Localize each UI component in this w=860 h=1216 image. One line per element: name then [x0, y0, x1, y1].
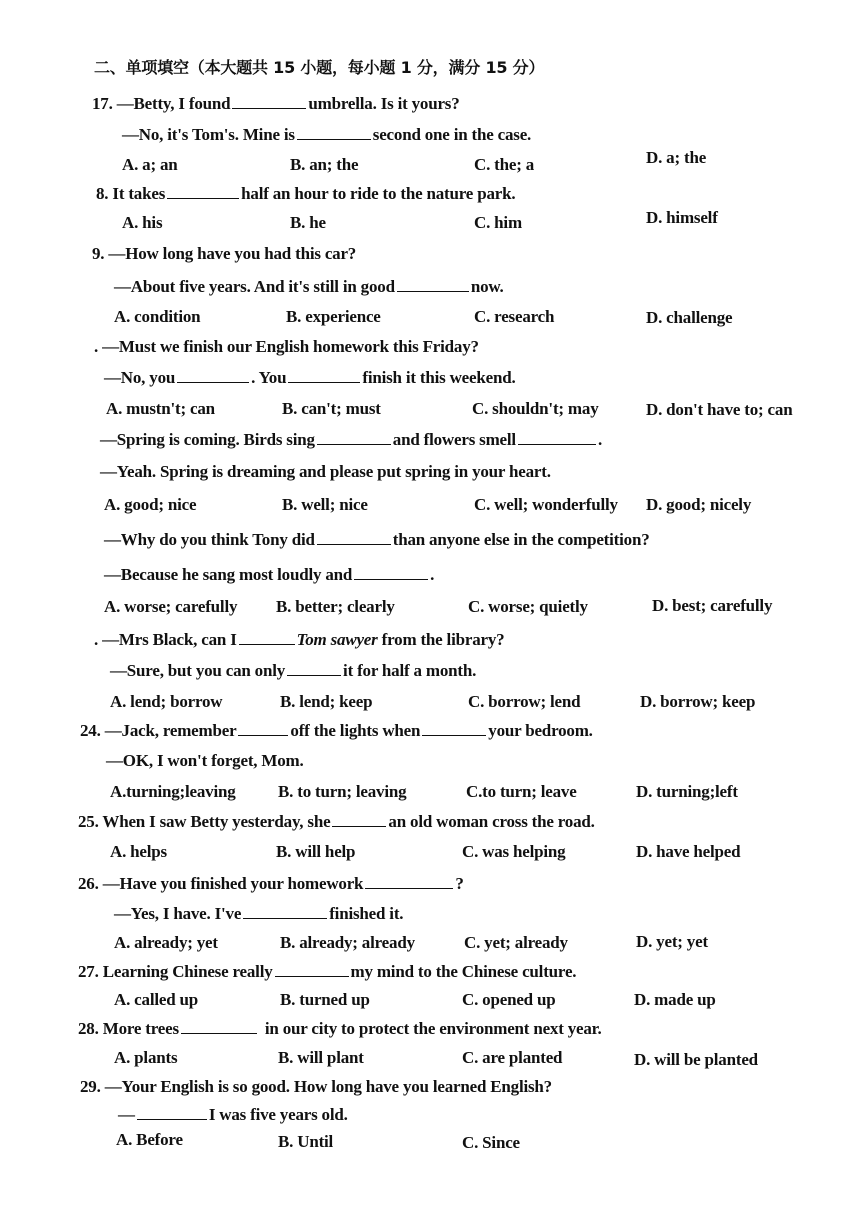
question-number: 25. — [78, 812, 99, 831]
option-c[interactable]: C. borrow; lend — [468, 692, 581, 711]
option-c[interactable]: C. him — [474, 213, 522, 232]
question-21-stem — [100, 430, 602, 450]
answer-blank[interactable] — [297, 125, 371, 140]
stem-text: —How long have you had this car? — [108, 244, 357, 263]
stem-text: —Sure, but you can only — [110, 661, 286, 680]
answer-blank[interactable] — [181, 1019, 257, 1034]
question-24-stem — [80, 721, 593, 741]
stem-text: second one in the case. — [372, 125, 532, 144]
option-a[interactable]: A. mustn't; can — [106, 399, 215, 418]
option-c[interactable]: C. Since — [462, 1133, 520, 1152]
section-title: 二、单项填空（本大题共 15 小题，每小题 1 分，满分 15 分） — [94, 58, 545, 77]
option-b[interactable]: B. will help — [276, 842, 356, 861]
answer-blank[interactable] — [317, 530, 391, 545]
question-21-reply: —Yeah. Spring is dreaming and please put spring in your heart. — [100, 462, 551, 481]
answer-blank[interactable] — [243, 904, 327, 919]
option-c[interactable]: C. well; wonderfully — [474, 495, 618, 514]
stem-text: —Betty, I found — [116, 94, 231, 113]
question-18-stem — [96, 184, 515, 204]
stem-text: —Yes, I have. I've — [114, 904, 242, 923]
stem-text: —No, it's Tom's. Mine is — [122, 125, 295, 144]
stem-text: than anyone else in the competition? — [392, 530, 650, 549]
stem-text: . — [430, 565, 435, 584]
question-25-stem — [78, 812, 595, 832]
option-a[interactable]: A. plants — [114, 1048, 178, 1067]
option-c[interactable]: C. yet; already — [464, 933, 568, 952]
option-d[interactable]: D. best; carefully — [652, 596, 773, 615]
option-d[interactable]: D. challenge — [646, 308, 733, 327]
option-d[interactable]: D. made up — [634, 990, 716, 1009]
question-number: 27. — [78, 962, 99, 981]
stem-text: —Jack, remember — [104, 721, 237, 740]
question-28-stem — [78, 1019, 602, 1039]
question-24-reply: —OK, I won't forget, Mom. — [106, 751, 304, 770]
question-number: 28. — [78, 1019, 99, 1038]
answer-blank[interactable] — [422, 721, 486, 736]
question-29-reply — [118, 1105, 348, 1125]
option-c[interactable]: C. the; a — [474, 155, 535, 174]
stem-text: an old woman cross the road. — [388, 812, 595, 831]
option-b[interactable]: B. an; the — [290, 155, 359, 174]
answer-blank[interactable] — [365, 874, 453, 889]
stem-text: —No, you — [104, 368, 176, 387]
option-b[interactable]: B. can't; must — [282, 399, 381, 418]
question-number: 29. — [80, 1077, 101, 1096]
option-d[interactable]: D. borrow; keep — [640, 692, 756, 711]
answer-blank[interactable] — [354, 565, 428, 580]
option-a[interactable]: A.turning;leaving — [110, 782, 236, 801]
answer-blank[interactable] — [137, 1105, 207, 1120]
option-b[interactable]: B. Until — [278, 1132, 334, 1151]
option-d[interactable]: D. himself — [646, 208, 718, 227]
option-c[interactable]: C. research — [474, 307, 555, 326]
stem-text: off the lights when — [290, 721, 421, 740]
option-d[interactable]: D. turning;left — [636, 782, 738, 801]
option-b[interactable]: B. to turn; leaving — [278, 782, 407, 801]
stem-text: —Must we finish our English homework this Friday? — [102, 337, 479, 356]
option-d[interactable]: D. have helped — [636, 842, 741, 861]
question-number: 17. — [92, 94, 113, 113]
option-c[interactable]: C. worse; quietly — [468, 597, 588, 616]
answer-blank[interactable] — [397, 277, 469, 292]
answer-blank[interactable] — [239, 630, 295, 645]
stem-text: my mind to the Chinese culture. — [350, 962, 577, 981]
option-b[interactable]: B. already; already — [280, 933, 415, 952]
answer-blank[interactable] — [232, 94, 306, 109]
question-number: 9. — [92, 244, 105, 263]
option-a[interactable]: A. worse; carefully — [104, 597, 238, 616]
answer-blank[interactable] — [317, 430, 391, 445]
option-b[interactable]: B. lend; keep — [280, 692, 373, 711]
question-19-reply — [114, 277, 504, 297]
stem-text: half an hour to ride to the nature park. — [241, 184, 516, 203]
stem-text: now. — [470, 277, 504, 296]
option-d[interactable]: D. will be planted — [634, 1050, 758, 1069]
stem-text: and flowers smell — [392, 430, 516, 449]
option-a[interactable]: A. called up — [114, 990, 199, 1009]
stem-text: Learning Chinese really — [102, 962, 273, 981]
stem-text: It takes — [112, 184, 166, 203]
question-20-reply — [104, 368, 516, 388]
option-a[interactable]: A. Before — [116, 1130, 183, 1149]
option-d[interactable]: D. don't have to; can — [646, 400, 793, 419]
book-title: Tom sawyer — [296, 630, 378, 649]
stem-text: —About five years. And it's still in good — [114, 277, 395, 296]
answer-blank[interactable] — [288, 368, 360, 383]
option-d[interactable]: D. good; nicely — [646, 495, 752, 514]
option-b[interactable]: B. experience — [286, 307, 381, 326]
question-17-reply — [122, 125, 531, 145]
question-26-stem — [78, 874, 464, 894]
question-20-stem — [94, 337, 479, 357]
question-number: 8. — [96, 184, 109, 203]
stem-text: —Because he sang most loudly and — [104, 565, 353, 584]
question-number: . — [94, 630, 99, 649]
stem-text: finish it this weekend. — [362, 368, 516, 387]
stem-text: —Your English is so good. How long have you learned English? — [104, 1077, 552, 1096]
option-c[interactable]: C. are planted — [462, 1048, 563, 1067]
option-a[interactable]: A. his — [122, 213, 163, 232]
stem-text: from the library? — [381, 630, 505, 649]
answer-blank[interactable] — [287, 661, 341, 676]
stem-text: —Spring is coming. Birds sing — [100, 430, 315, 449]
question-26-reply — [114, 904, 403, 924]
option-a[interactable]: A. already; yet — [114, 933, 218, 952]
question-17-stem — [92, 94, 460, 114]
option-b[interactable]: B. turned up — [280, 990, 370, 1009]
question-number: 24. — [80, 721, 101, 740]
question-number: 26. — [78, 874, 99, 893]
stem-text: When I saw Betty yesterday, she — [102, 812, 331, 831]
stem-text: your bedroom. — [488, 721, 593, 740]
stem-text: ? — [455, 874, 464, 893]
option-b[interactable]: B. will plant — [278, 1048, 364, 1067]
option-a[interactable]: A. good; nice — [104, 495, 197, 514]
option-c[interactable]: C.to turn; leave — [466, 782, 577, 801]
answer-blank[interactable] — [167, 184, 239, 199]
stem-text: umbrella. Is it yours? — [308, 94, 460, 113]
stem-text: it for half a month. — [343, 661, 477, 680]
question-22-stem — [104, 530, 650, 550]
stem-text: —Why do you think Tony did — [104, 530, 315, 549]
answer-blank[interactable] — [238, 721, 288, 736]
stem-text: I was five years old. — [208, 1105, 348, 1124]
question-27-stem — [78, 962, 576, 982]
answer-blank[interactable] — [177, 368, 249, 383]
question-22-reply — [104, 565, 434, 585]
question-19-stem — [92, 244, 356, 264]
option-a[interactable]: A. a; an — [122, 155, 178, 174]
stem-text: —Have you finished your homework — [102, 874, 364, 893]
question-23-reply — [110, 661, 476, 681]
option-b[interactable]: B. he — [290, 213, 326, 232]
option-a[interactable]: A. condition — [114, 307, 201, 326]
answer-blank[interactable] — [275, 962, 349, 977]
option-a[interactable]: A. lend; borrow — [110, 692, 223, 711]
option-b[interactable]: B. better; clearly — [276, 597, 395, 616]
answer-blank[interactable] — [518, 430, 596, 445]
stem-text: — — [118, 1105, 135, 1124]
option-c[interactable]: C. opened up — [462, 990, 556, 1009]
option-a[interactable]: A. helps — [110, 842, 167, 861]
question-23-stem — [94, 630, 504, 650]
stem-text: finished it. — [329, 904, 404, 923]
option-d[interactable]: D. yet; yet — [636, 932, 708, 951]
stem-text: —Mrs Black, can I — [102, 630, 237, 649]
option-c[interactable]: C. was helping — [462, 842, 566, 861]
stem-text: in our city to protect the environment next year. — [264, 1019, 602, 1038]
option-d[interactable]: D. a; the — [646, 148, 707, 167]
stem-text: . — [597, 430, 602, 449]
option-c[interactable]: C. shouldn't; may — [472, 399, 599, 418]
stem-text: . You — [251, 368, 287, 387]
question-29-stem — [80, 1077, 552, 1097]
option-b[interactable]: B. well; nice — [282, 495, 368, 514]
stem-text: More trees — [102, 1019, 179, 1038]
answer-blank[interactable] — [332, 812, 386, 827]
question-number: . — [94, 337, 99, 356]
